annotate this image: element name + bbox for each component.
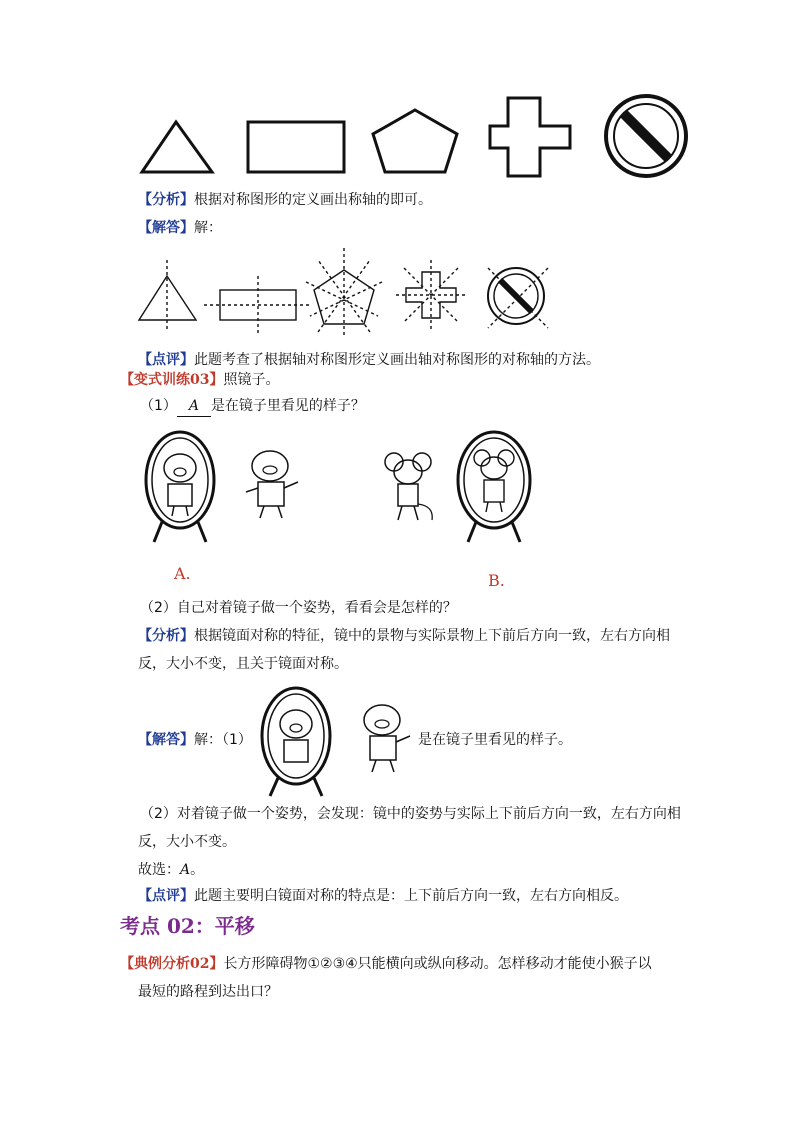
- answer2: 【解答】解：（1）: [138, 732, 252, 748]
- no-sign-shape: [606, 96, 686, 176]
- section-heading: 考点 02：平移: [120, 914, 255, 938]
- analysis2: 【分析】根据镜面对称的特征，镜中的景物与实际景物上下前后方向一致，左右方向相: [138, 628, 670, 644]
- answer-blank: A: [177, 396, 211, 417]
- example-analysis: 【典例分析02】长方形障碍物①②③④只能横向或纵向移动。怎样移动才能使小猴子以: [120, 956, 652, 972]
- cross-shape: [490, 98, 570, 176]
- answer2b-line2: 反，大小不变。: [138, 834, 236, 850]
- example-line2: 最短的路程到达出口？: [138, 984, 278, 1000]
- answer1: 【解答】解：: [138, 220, 222, 236]
- question-1: （1） A 是在镜子里看见的样子？: [140, 396, 365, 417]
- mouse-picture: [374, 448, 442, 528]
- variant-training: 【变式训练03】照镜子。: [120, 372, 280, 388]
- comment2: 【点评】此题主要明白镜面对称的特点是：上下前后方向一致，左右方向相反。: [138, 888, 628, 904]
- choice: 故选：A。: [138, 862, 205, 878]
- pig-mirror-picture: [140, 428, 220, 546]
- option-a-label: A.: [174, 564, 191, 583]
- mouse-mirror-picture: [452, 428, 536, 546]
- question-2: （2）自己对着镜子做一个姿势，看看会是怎样的？: [140, 600, 457, 616]
- pentagon-shape: [373, 110, 457, 172]
- option-b-label: B.: [488, 571, 505, 590]
- analysis1: 【分析】根据对称图形的定义画出称轴的即可。: [138, 192, 432, 208]
- triangle-shape: [142, 122, 212, 172]
- shapes-row: [130, 92, 690, 182]
- answer-pig-mirror-picture: [256, 684, 336, 800]
- answer2b-line1: （2）对着镜子做一个姿势，会发现：镜中的姿势与实际上下前后方向一致，左右方向相: [140, 806, 681, 822]
- analysis2-line2: 反，大小不变，且关于镜面对称。: [138, 656, 348, 672]
- shapes-with-axes: [134, 240, 564, 340]
- rectangle-shape: [248, 122, 344, 172]
- answer-pig-picture: [350, 700, 416, 776]
- comment1: 【点评】此题考查了根据轴对称图形定义画出轴对称图形的对称轴的方法。: [138, 352, 600, 368]
- answer2-suffix: 是在镜子里看见的样子。: [418, 732, 572, 748]
- pig-picture: [236, 446, 306, 524]
